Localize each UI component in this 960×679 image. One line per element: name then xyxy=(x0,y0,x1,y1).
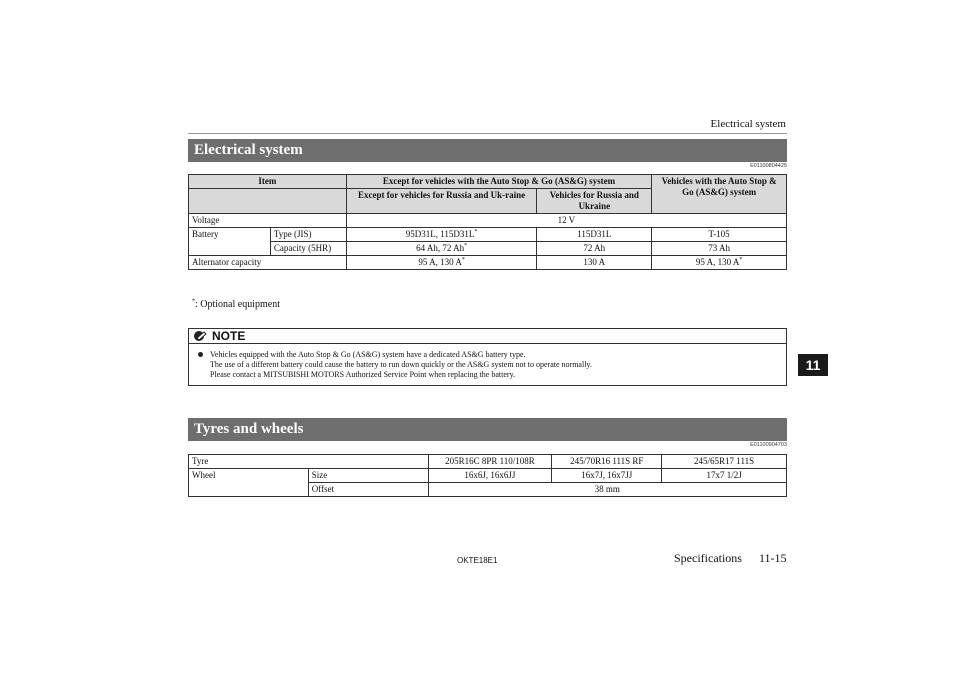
size-c: 17x7 1/2J xyxy=(662,469,787,483)
note-body: Vehicles equipped with the Auto Stop & Go (AS&G) system have a dedicated AS&G battery type. The use of a different battery could cause the battery to run down quickly or the AS&G system not to operate normally. Please contact a MITSUBISHI MOTORS Authorized Service Point when replacing the battery. xyxy=(210,350,592,379)
tyre-c: 245/65R17 111S xyxy=(662,455,787,469)
cap-c: 73 Ah xyxy=(652,242,787,256)
footer-code: OKTE18E1 xyxy=(457,556,498,565)
alt-a: 95 A, 130 A* xyxy=(346,256,537,270)
voltage-label: Voltage xyxy=(189,214,347,228)
size-label: Size xyxy=(308,469,428,483)
type-a: 95D31L, 115D31L* xyxy=(346,228,537,242)
running-header: Electrical system xyxy=(710,118,786,130)
tyre-b: 245/70R16 111S RF xyxy=(552,455,662,469)
tyres-heading: Tyres and wheels xyxy=(188,418,787,441)
col-with-as: Vehicles with the Auto Stop & Go (AS&G) system xyxy=(652,175,787,214)
alternator-label: Alternator capacity xyxy=(189,256,347,270)
col-except-russia: Except for vehicles for Russia and Uk-raine xyxy=(346,189,537,214)
offset-label: Offset xyxy=(308,483,428,497)
col-except-as: Except for vehicles with the Auto Stop & Go (AS&G) system xyxy=(346,175,651,189)
col-item-blank xyxy=(189,189,347,214)
cap-a: 64 Ah, 72 Ah* xyxy=(346,242,537,256)
type-label: Type (JIS) xyxy=(270,228,346,242)
cap-b: 72 Ah xyxy=(537,242,652,256)
alt-c: 95 A, 130 A* xyxy=(652,256,787,270)
wheel-label: Wheel xyxy=(189,469,309,497)
col-russia: Vehicles for Russia and Ukraine xyxy=(537,189,652,214)
tyre-a: 205R16C 8PR 110/108R xyxy=(428,455,552,469)
voltage-value: 12 V xyxy=(346,214,786,228)
chapter-tab: 11 xyxy=(798,354,828,376)
size-a: 16x6J, 16x6JJ xyxy=(428,469,552,483)
battery-label: Battery xyxy=(189,228,271,256)
header-divider xyxy=(188,133,787,134)
footer-section: Specifications xyxy=(674,551,742,565)
footer-page: 11-15 xyxy=(759,551,787,565)
electrical-code: E01100804425 xyxy=(750,163,787,169)
note-header xyxy=(188,328,787,344)
type-c: T-105 xyxy=(652,228,787,242)
size-b: 16x7J, 16x7JJ xyxy=(552,469,662,483)
note-title: NOTE xyxy=(212,329,246,343)
note-pencil-icon xyxy=(193,330,209,342)
electrical-table xyxy=(188,174,787,270)
footnote: *: Optional equipment xyxy=(192,298,280,310)
col-item: Item xyxy=(189,175,347,189)
electrical-heading: Electrical system xyxy=(188,139,787,162)
type-b: 115D31L xyxy=(537,228,652,242)
tyres-table xyxy=(188,454,787,497)
capacity-label: Capacity (5HR) xyxy=(270,242,346,256)
alt-b: 130 A xyxy=(537,256,652,270)
tyre-label: Tyre xyxy=(189,455,429,469)
bullet-icon xyxy=(198,352,203,357)
offset-value: 38 mm xyxy=(428,483,786,497)
tyres-code: E01100904703 xyxy=(750,442,787,448)
